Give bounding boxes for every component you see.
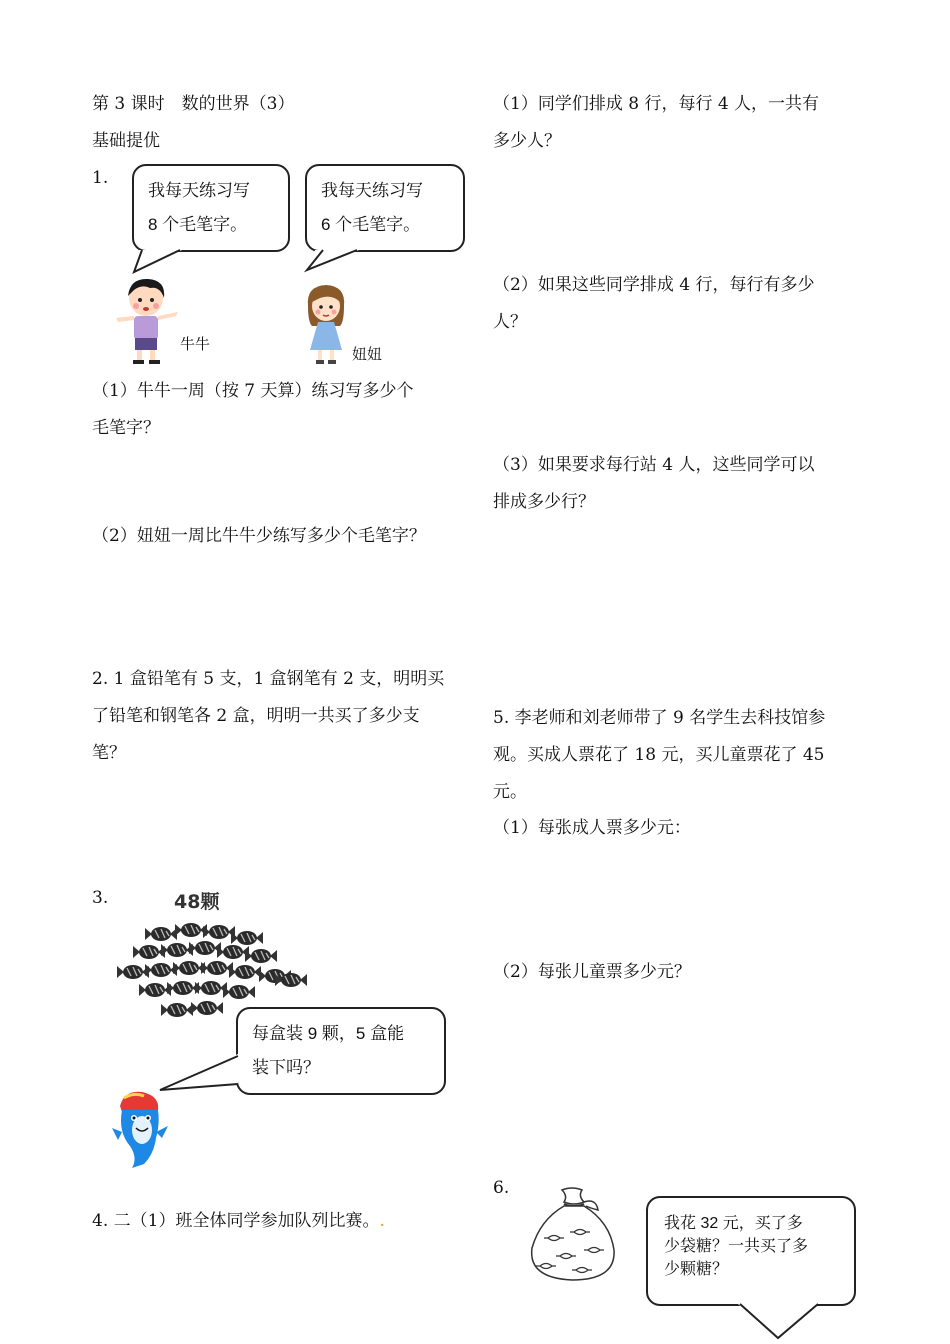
q5-part2: （2）每张儿童票多少元？: [493, 962, 691, 982]
r-part1-line1: （1）同学们排成 8 行，每行 4 人，一共有: [493, 94, 820, 114]
dolphin-mascot-icon: [110, 1088, 170, 1172]
q1-number: 1.: [92, 168, 109, 188]
lesson-title: 第 3 课时 数的世界（3）: [92, 94, 295, 114]
speech-bubble-q6: [646, 1196, 856, 1306]
r-part2-line1: （2）如果这些同学排成 4 行，每行有多少: [493, 275, 815, 295]
r-part3-line2: 排成多少行？: [493, 492, 595, 512]
boy-icon: [112, 276, 182, 366]
q6-number: 6.: [493, 1178, 510, 1198]
q1-part2: （2）妞妞一周比牛牛少练写多少个毛笔字？: [92, 526, 426, 546]
r-part2-line2: 人？: [493, 312, 527, 332]
q3-number: 3.: [92, 888, 109, 908]
bubble-line: 每盒装 9 颗，5 盒能: [252, 1024, 405, 1043]
speech-tail-icon: [130, 248, 190, 274]
q2-line3: 笔？: [92, 743, 126, 763]
label-niuniu: 牛牛: [180, 336, 211, 353]
bubble-line: 我每天练习写: [148, 181, 250, 200]
q1-part1-line1: （1）牛牛一周（按 7 天算）练习写多少个: [92, 381, 414, 401]
q4-text-body: 4. 二（1）班全体同学参加队列比赛。: [92, 1211, 380, 1231]
bubble-line: 我花 32 元，买了多: [664, 1215, 803, 1232]
bubble-line: 8 个毛笔字。: [148, 215, 248, 234]
speech-tail-icon: [734, 1302, 824, 1342]
speech-bubble-boy: [132, 164, 290, 252]
q4-text: [92, 1203, 385, 1240]
r-part3-line1: （3）如果要求每行站 4 人，这些同学可以: [493, 455, 815, 475]
q5-part1: （1）每张成人票多少元：: [493, 818, 691, 838]
q4-trailing-dot: .: [379, 1211, 385, 1231]
q5-line2: 观。买成人票花了 18 元，买儿童票花了 45: [493, 745, 825, 765]
bubble-line: 少颗糖？: [664, 1261, 729, 1278]
q5-line3: 元。: [493, 782, 527, 802]
speech-bubble-girl: [305, 164, 465, 252]
candy-bag-icon: [526, 1186, 620, 1286]
q1-part1-line2: 毛笔字？: [92, 418, 160, 438]
girl-icon: [300, 282, 352, 368]
r-part1-line2: 多少人？: [493, 131, 561, 151]
q2-line2: 了铅笔和钢笔各 2 盒，明明一共买了多少支: [92, 706, 420, 726]
speech-tail-icon: [303, 248, 363, 274]
candy-count-label: 48颗: [174, 891, 220, 913]
speech-tail-icon: [158, 1050, 240, 1094]
bubble-line: 装下吗？: [252, 1058, 320, 1077]
label-niuniu-girl: 妞妞: [352, 346, 383, 363]
q5-line1: 5. 李老师和刘老师带了 9 名学生去科技馆参: [493, 708, 826, 728]
bubble-line: 6 个毛笔字。: [321, 215, 421, 234]
q2-line1: 2. 1 盒铅笔有 5 支，1 盒钢笔有 2 支，明明买: [92, 669, 445, 689]
bubble-line: 我每天练习写: [321, 181, 423, 200]
speech-bubble-q3: [236, 1007, 446, 1095]
section-title: 基础提优: [92, 131, 160, 151]
bubble-line: 少袋糖？一共买了多: [664, 1238, 809, 1255]
